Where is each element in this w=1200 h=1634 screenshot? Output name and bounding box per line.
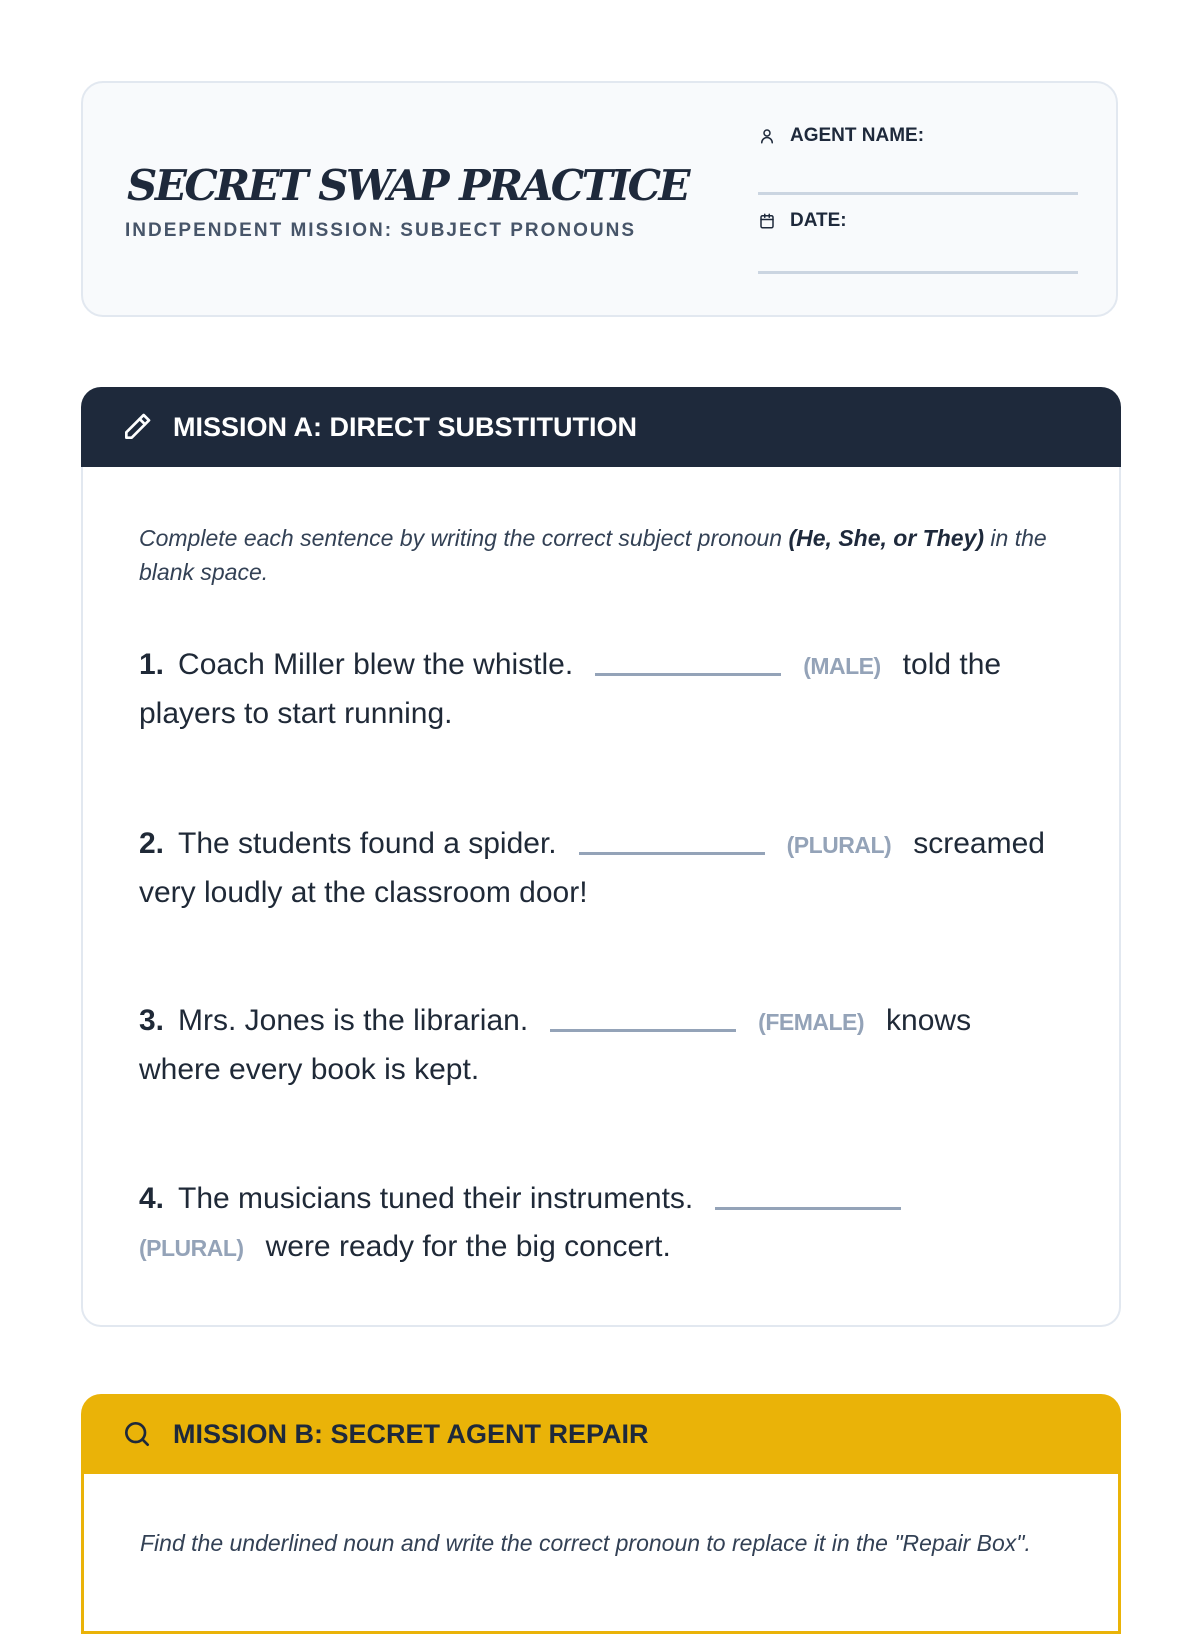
- answer-blank-3[interactable]: [550, 1003, 736, 1032]
- date-label-text: DATE:: [790, 210, 847, 231]
- search-icon: [121, 1418, 153, 1450]
- pronoun-hint: (FEMALE): [758, 1009, 865, 1035]
- mission-a-instructions: Complete each sentence by writing the correct subject pronoun (He, She, or They) in the blank space.: [139, 525, 1047, 585]
- pronoun-hint: (PLURAL): [139, 1235, 244, 1261]
- date-field[interactable]: [758, 271, 1078, 274]
- agent-name-field[interactable]: [758, 192, 1078, 195]
- agent-name-label-text: AGENT NAME:: [790, 125, 925, 146]
- worksheet-header: [81, 81, 1118, 317]
- pronoun-hint: (PLURAL): [786, 832, 892, 858]
- date-label: [758, 210, 847, 232]
- answer-blank-2[interactable]: [579, 826, 765, 855]
- mission-b-instructions: Find the underlined noun and write the correct pronoun to replace it in the "Repair Box".: [140, 1530, 1031, 1556]
- question-4: 4. The musicians tuned their instruments.(PLURAL) were ready for the big concert.: [139, 1175, 1059, 1272]
- page-title: SECRET SWAP PRACTICE: [127, 161, 689, 210]
- question-1: 1. Coach Miller blew the whistle. (MALE) told the players to start running.: [139, 648, 1002, 730]
- answer-blank-1[interactable]: [595, 647, 781, 676]
- mission-a-body: [81, 467, 1121, 1327]
- question-number: 1.: [139, 648, 165, 681]
- question-number: 4.: [139, 1182, 165, 1215]
- answer-blank-4[interactable]: [715, 1181, 901, 1210]
- agent-name-label: [758, 125, 924, 147]
- user-icon: [758, 127, 776, 145]
- mission-a-title: MISSION A: DIRECT SUBSTITUTION: [173, 411, 637, 442]
- mission-a-header: [81, 387, 1121, 467]
- mission-b-title: MISSION B: SECRET AGENT REPAIR: [173, 1418, 649, 1449]
- question-3: 3. Mrs. Jones is the librarian. (FEMALE) knows where every book is kept.: [139, 1004, 972, 1086]
- pronoun-hint: (MALE): [803, 653, 881, 679]
- calendar-icon: [758, 212, 776, 230]
- question-2: 2. The students found a spider. (PLURAL) screamed very loudly at the classroom door!: [139, 827, 1045, 909]
- pencil-icon: [121, 411, 153, 443]
- question-number: 2.: [139, 827, 165, 860]
- mission-b-body: [81, 1474, 1121, 1634]
- mission-b-header: [81, 1394, 1121, 1474]
- page-subtitle: INDEPENDENT MISSION: SUBJECT PRONOUNS: [125, 220, 637, 241]
- question-number: 3.: [139, 1004, 165, 1037]
